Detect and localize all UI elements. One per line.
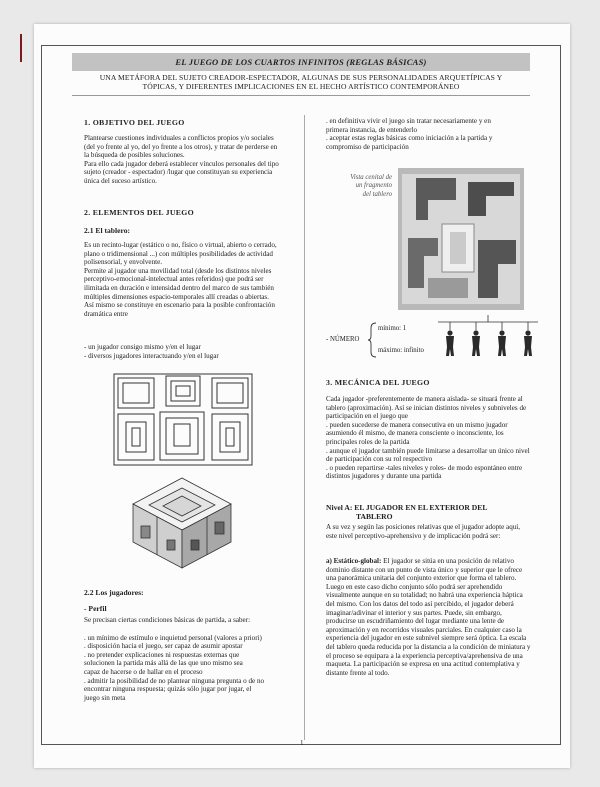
perfil-line: . admitir la posibilidad de no plantear ninguna pregunta o de no [84, 676, 265, 685]
nivel-a-body [326, 557, 532, 677]
document-title: EL JUEGO DE LOS CUARTOS INFINITOS (REGLAS BÁSICAS) [72, 53, 530, 71]
perfil-heading: - Perfil [84, 604, 107, 613]
perfil-text [84, 616, 289, 702]
section-1-text [84, 134, 284, 186]
bullet-item: - un jugador consigo mismo y/en el lugar [84, 343, 201, 351]
section-2-heading: 2. ELEMENTOS DEL JUEGO [84, 208, 195, 217]
section-22-heading: 2.2 Los jugadores: [84, 588, 144, 597]
s1-paragraph-2: Para ello cada jugador deberá establecer vínculos personales del tipo sujeto (creador - espectador) /lugar que constituyan su experiencia única del suceso artístico. [84, 159, 279, 185]
a-paragraph-1-text: El jugador se sitúa en una posición de relativo dominio distante con un punto de vista único y superior que le ofrece una panorámica unitaria del conjunto exterior que forma el tablero. [326, 557, 523, 583]
board-isometric-drawing [127, 470, 237, 580]
a-label: a) Estático-global: [326, 557, 382, 565]
document-subtitle [72, 73, 530, 91]
perfil-line: solucionen la partida más allá de las que uno mismo sea [84, 659, 243, 668]
bullet-item: - diversos jugadores interactuando y/en el lugar [84, 351, 219, 360]
photo-caption: Vista cenital de un fragmento del tablero [350, 174, 392, 198]
a-paragraph-2: Luego en este caso dicho conjunto sólo podrá ser aprehendido visualmente aunque en su totalidad; no habrá una experiencia háptica del mismo. Con los datos del todo así percibido, el jugador deberá imaginar/adivinar el interior y sus partes. Puede, sin embargo, producirse un escudriñamiento del lugar mediante una lente de aproximación y en recorridos visuales parciales. En cualquier caso la experiencia del jugador en este subnivel siempre será óptica. La escala del tablero queda reducida por la distancia a la condición de miniatura y el proceso se equipara a la experiencia perceptiva/aprehensiva de una maqueta. La participación se expresa en una actitud contemplativa y distante frente al todo. [326, 582, 531, 677]
numero-brace [367, 322, 377, 358]
numero-label: - NÚMERO [326, 336, 360, 343]
list-line: . aceptar estas reglas básicas como iniciación a la partida y [326, 134, 493, 143]
page-number: 1 [300, 739, 304, 747]
perfil-line: juego sin meta [84, 693, 126, 702]
perfil-line: encontrar ninguna respuesta; quizás sólo jugar por jugar, el [84, 685, 252, 694]
s21-paragraph-1: Es un recinto-lugar (estático o no, físico o virtual, abierto o cerrado, plano o tridimensional ...) con múltiples posibilidades de actividad polisensorial, y envolvente. [84, 241, 277, 267]
perfil-line: capaz de hacerse o de hallar en el proceso [84, 667, 203, 676]
section-21-heading: 2.1 El tablero: [84, 226, 131, 235]
a-paragraph-1 [326, 557, 532, 583]
board-top-view-photo [398, 168, 524, 310]
nivel-a-heading: Nivel A: EL JUGADOR EN EL EXTERIOR DEL [326, 503, 488, 512]
perfil-line: . disposición hacia el juego, ser capaz de asumir apostar [84, 642, 243, 651]
perfil-line: . no pretender explicaciones ni respuestas externas que [84, 650, 240, 659]
section-1-heading: 1. OBJETIVO DEL JUEGO [84, 118, 185, 127]
s3-paragraph-4: . o pueden repartirse -tales niveles y roles- de modo espontáneo entre distintos jugadores y durante una partida [326, 463, 523, 481]
nivel-a-intro: A su vez y según las posiciones relativas que el jugador adopte aquí, este nivel perceptivo-aprehensivo y de implicación podrá ser: [326, 523, 521, 540]
right-top-list [326, 117, 536, 151]
nivel-a-heading-cont: TABLERO [356, 512, 393, 521]
column-divider [304, 115, 305, 740]
list-line: compromiso de participación [326, 142, 409, 151]
section-3-text [326, 395, 532, 481]
s3-paragraph-3: . aunque el jugador también puede limitarse a desarrollar un único nivel de participación con su rol respectivo [326, 446, 530, 464]
s21-paragraph-3: Así mismo se constituye en escenario para la posible confrontación dramática entre [84, 301, 275, 318]
subtitle-line-2: TÓPICAS, Y DIFERENTES IMPLICACIONES EN EL HECHO ARTÍSTICO CONTEMPORÁNEO [142, 82, 460, 92]
title-divider [72, 95, 530, 96]
list-line: . en definitiva vivir el juego sin tratar necesariamente y en [326, 117, 491, 125]
perfil-line: . un mínimo de estímulo e inquietud personal (valores a priori) [84, 633, 262, 642]
board-bullets [84, 343, 284, 360]
numero-min: mínimo: 1 [378, 325, 407, 332]
players-diagram [436, 314, 540, 360]
section-3-heading: 3. MECÁNICA DEL JUEGO [326, 378, 430, 387]
subtitle-line-1: UNA METÁFORA DEL SUJETO CREADOR-ESPECTADOR, ALGUNAS DE SUS PERSONALIDADES ARQUETÍPICAS Y [99, 73, 503, 82]
list-line: primera instancia, de entenderlo [326, 125, 417, 134]
margin-mark [20, 34, 22, 62]
s3-paragraph-2: . pueden sucederse de manera consecutiva en un mismo jugador asumiendo él mismo, de manera consciente o inconsciente, los principales roles de la partida [326, 420, 508, 446]
section-21-text [84, 241, 284, 318]
s3-paragraph-1: Cada jugador -preferentemente de manera aislada- se situará frente al tablero (aproximación). Así se inician distintos niveles y subniveles de participación en el juego que [326, 395, 527, 421]
s1-paragraph-1: Plantearse cuestiones individuales a conflictos propios y/o sociales (del yo frente al yo, del yo frente a los otros), y tratar de perderse en la búsqueda de posibles soluciones. [84, 134, 278, 160]
board-floor-plan [112, 372, 254, 467]
perfil-intro: Se precisan ciertas condiciones básicas de partida, a saber: [84, 616, 251, 624]
s21-paragraph-2: Permite al jugador una movilidad total (desde los distintos niveles perceptivo-emocional-intelectual antes referidos) que podrá ser ilimitada en duración e intensidad dentro del marco de sus también múltiples dimensiones espacio-temporales allí creadas o abiertas. [84, 266, 274, 301]
numero-max: máximo: infinito [378, 347, 424, 354]
